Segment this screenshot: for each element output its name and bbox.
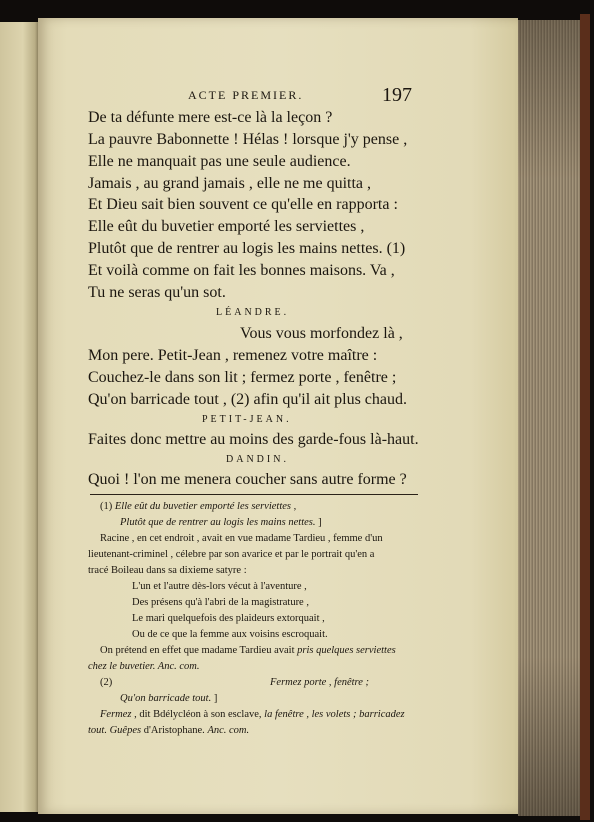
footnote-poem-line: Ou de ce que la femme aux voisins escroquait. bbox=[132, 629, 328, 640]
footnote-line bbox=[100, 708, 405, 722]
speaker-name: LÉANDRE. bbox=[216, 307, 290, 318]
speaker-name: PETIT-JEAN. bbox=[202, 414, 292, 425]
footnote-text-italic: tout. bbox=[88, 725, 107, 736]
footnote-bracket: ] bbox=[318, 517, 322, 528]
speaker-name: DANDIN. bbox=[226, 454, 289, 465]
footnote-poem-line: Le mari quelquefois des plaideurs extorquait , bbox=[132, 613, 325, 624]
footnote-quote: Plutôt que de rentrer au logis les mains nettes. bbox=[120, 517, 316, 528]
footnote-text-italic: Fermez bbox=[100, 709, 132, 720]
footnote-line: Racine , en cet endroit , avait en vue madame Tardieu , femme d'un bbox=[100, 533, 383, 544]
footnote-line bbox=[100, 500, 296, 514]
verse-line: Couchez-le dans son lit ; fermez porte , fenêtre ; bbox=[88, 369, 397, 386]
footnote-text: , dit Bdélycléon à son esclave, bbox=[134, 709, 262, 720]
verse-line: Elle ne manquait pas une seule audience. bbox=[88, 153, 351, 170]
verse-line: Vous vous morfondez là , bbox=[240, 325, 403, 342]
footnote-line bbox=[100, 644, 396, 658]
footnote-text-italic: Anc. com. bbox=[207, 725, 250, 736]
footnote-marker: (1) bbox=[100, 501, 113, 512]
verse-line: Tu ne seras qu'un sot. bbox=[88, 284, 226, 301]
footnote-marker: (2) bbox=[100, 677, 113, 688]
book-cover-edge bbox=[580, 14, 590, 820]
footnote-text: On prétend en effet que madame Tardieu avait bbox=[100, 645, 295, 656]
footnote-text-italic: la fenêtre , les volets ; barricadez bbox=[264, 709, 405, 720]
verse-line: Et voilà comme on fait les bonnes maisons. Va , bbox=[88, 262, 395, 279]
footnote-bracket: ] bbox=[213, 693, 218, 704]
footnote-quote: Elle eût du buvetier emporté les serviettes , bbox=[114, 501, 297, 512]
footnote-line: tracé Boileau dans sa dixieme satyre : bbox=[88, 565, 247, 576]
footnote-quote: Qu'on barricade tout. bbox=[120, 693, 212, 704]
facing-page-edge bbox=[0, 22, 38, 812]
footnote-line bbox=[120, 516, 322, 530]
footnote-line: lieutenant-criminel , célebre par son avarice et par le portrait qu'en a bbox=[88, 549, 375, 560]
verse-line: La pauvre Babonnette ! Hélas ! lorsque j'y pense , bbox=[88, 131, 408, 148]
footnote-text-italic: pris quelques serviettes bbox=[297, 645, 396, 656]
footnote-rule bbox=[90, 494, 418, 495]
verse-line: Jamais , au grand jamais , elle ne me quitta , bbox=[88, 175, 372, 192]
page-block-edges bbox=[518, 20, 580, 816]
footnote-line bbox=[120, 692, 217, 706]
footnote-poem-line: L'un et l'autre dès-lors vécut à l'aventure , bbox=[132, 581, 307, 592]
footnote-text: d'Aristophane. bbox=[143, 725, 205, 736]
page-number: 197 bbox=[382, 84, 412, 106]
footnote-text-italic: Guêpes bbox=[109, 725, 142, 736]
verse-line: Quoi ! l'on me menera coucher sans autre forme ? bbox=[88, 471, 407, 488]
verse-line: Elle eût du buvetier emporté les serviettes , bbox=[88, 218, 365, 235]
footnote-quote: Fermez porte , fenêtre ; bbox=[270, 677, 370, 688]
footnote-line: chez le buvetier. Anc. com. bbox=[88, 661, 200, 672]
verse-line: Qu'on barricade tout , (2) afin qu'il ait plus chaud. bbox=[88, 391, 408, 408]
verse-line: De ta défunte mere est-ce là la leçon ? bbox=[88, 109, 333, 126]
verse-line: Plutôt que de rentrer au logis les mains nettes. (1) bbox=[88, 240, 406, 257]
running-title: ACTE PREMIER. bbox=[188, 88, 304, 102]
footnote-poem-line: Des présens qu'à l'abri de la magistrature , bbox=[132, 597, 309, 608]
verse-line: Et Dieu sait bien souvent ce qu'elle en rapporta : bbox=[88, 196, 398, 213]
verse-line: Mon pere. Petit-Jean , remenez votre maître : bbox=[88, 347, 378, 364]
verse-line: Faites donc mettre au moins des garde-fous là-haut. bbox=[88, 431, 419, 448]
footnote-line bbox=[88, 724, 249, 738]
